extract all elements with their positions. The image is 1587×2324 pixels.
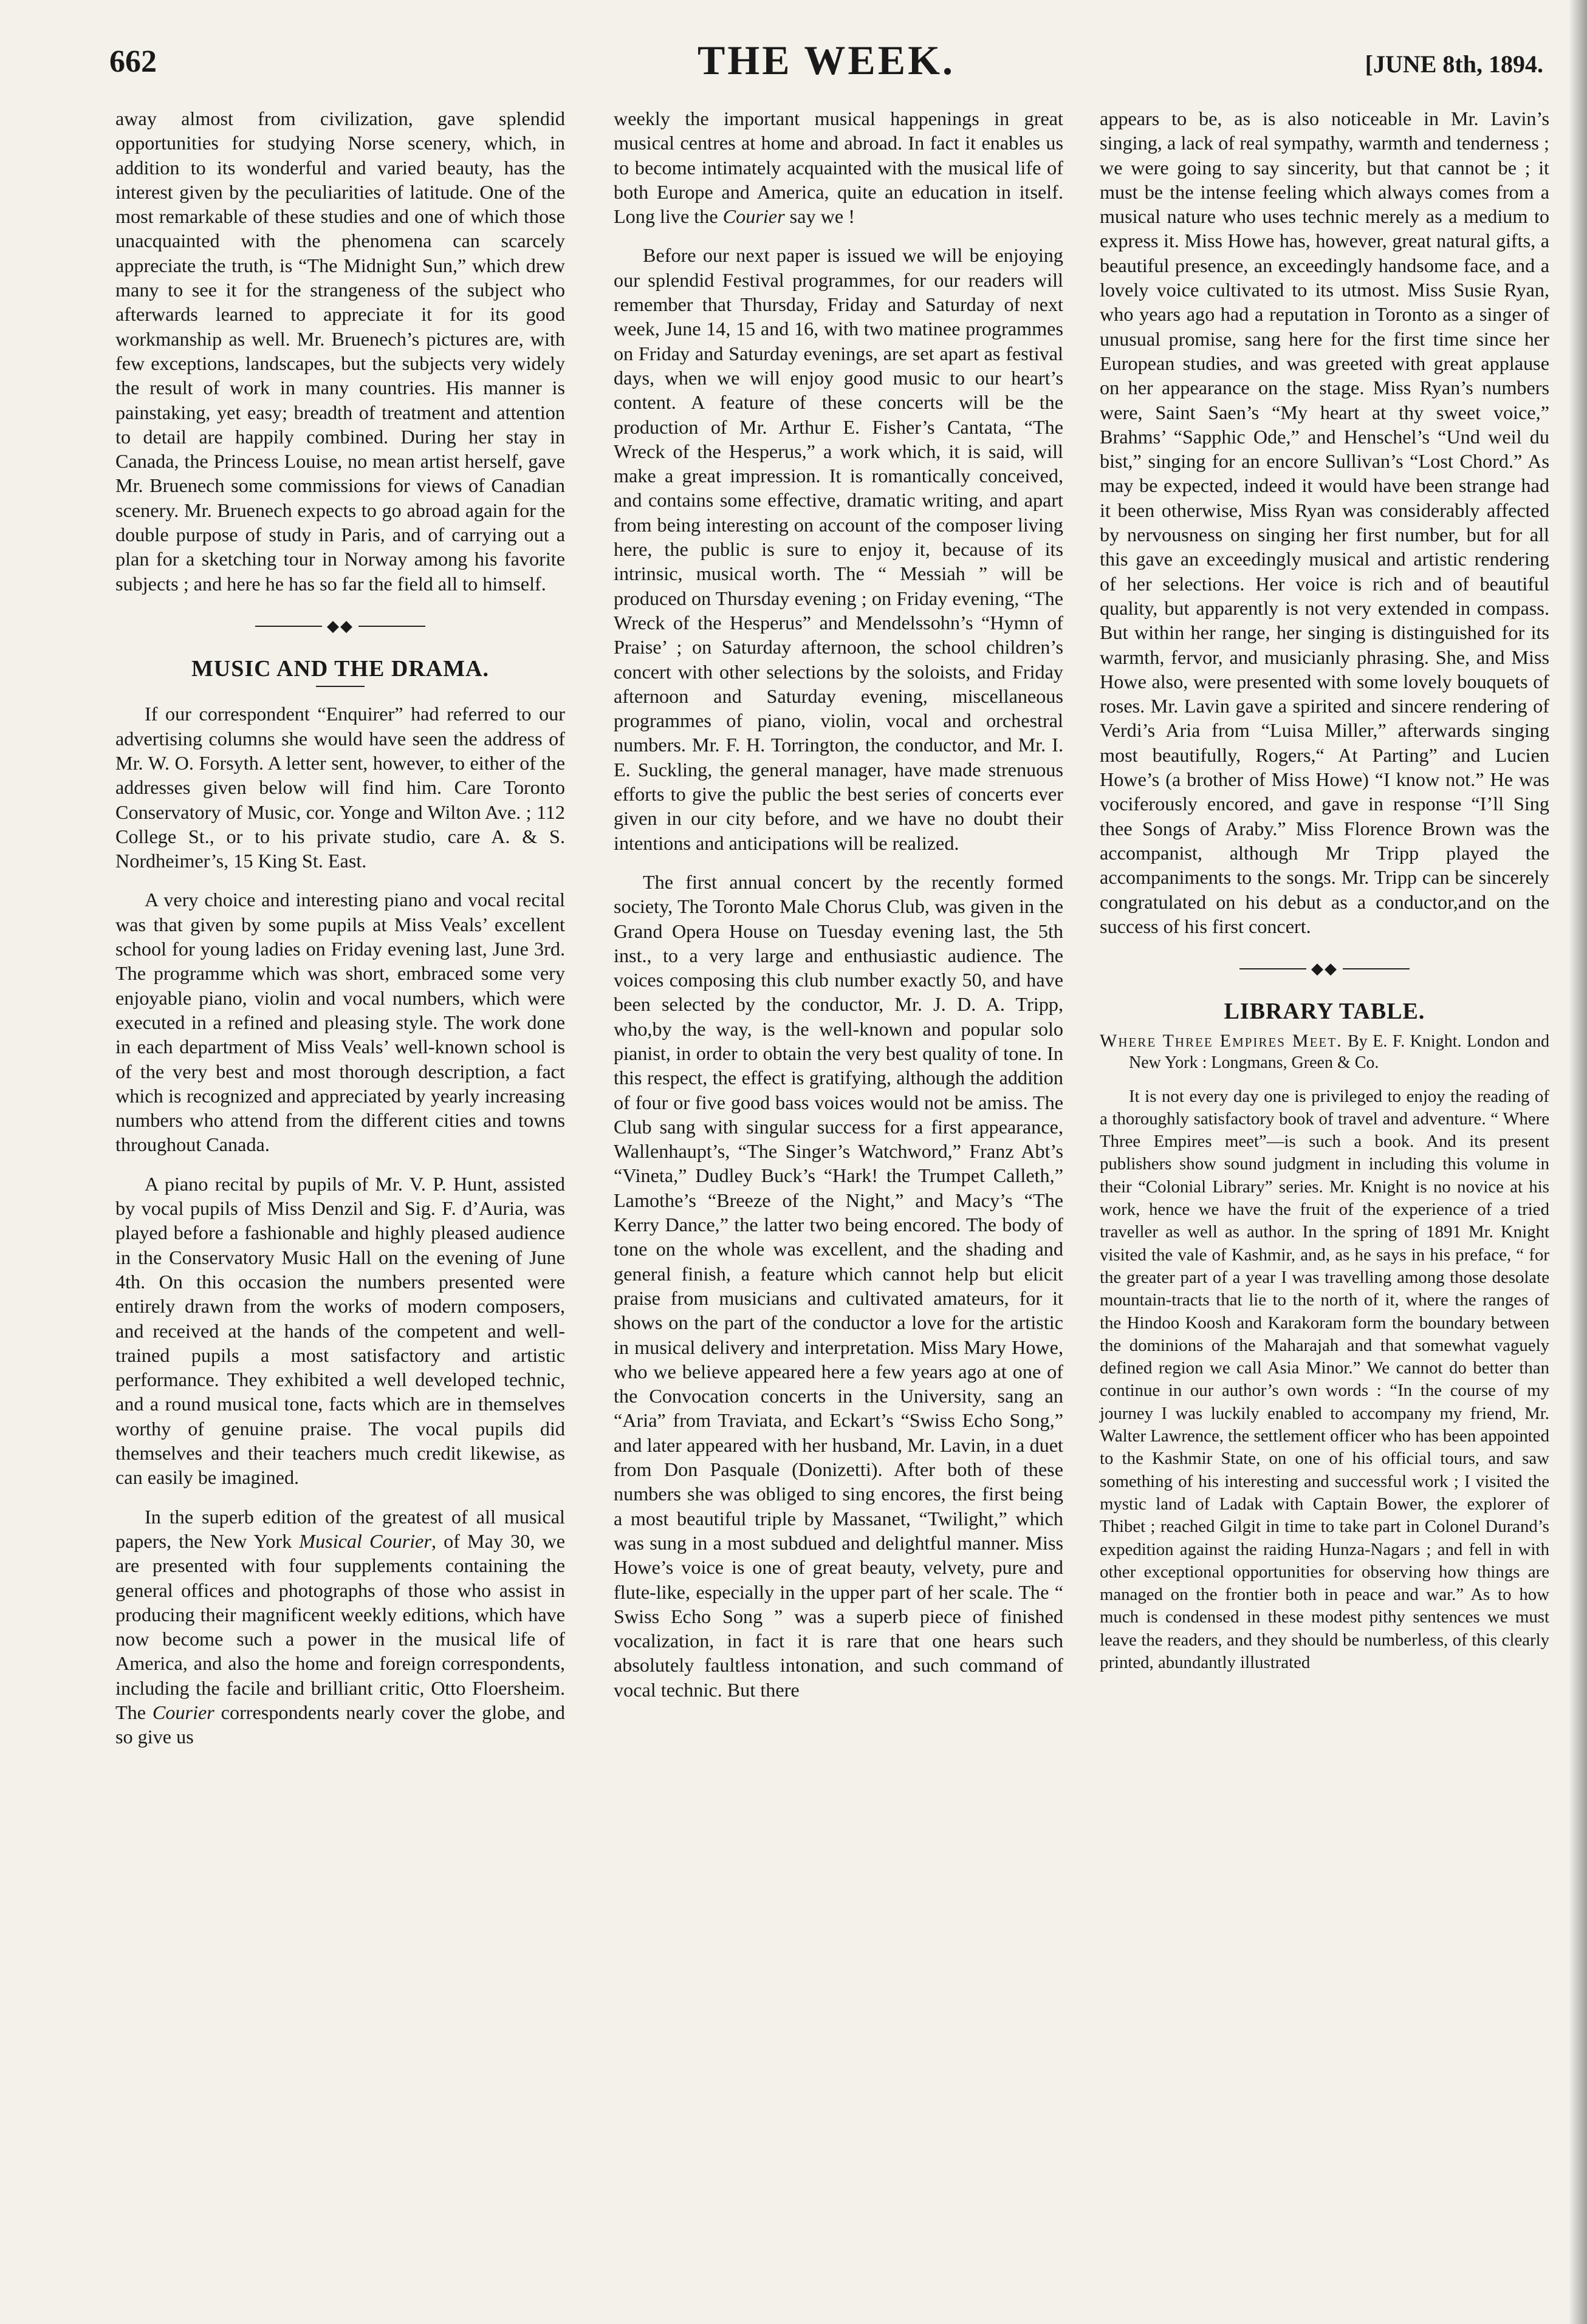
page-number: 662 [109, 44, 157, 79]
section-divider: ◆◆ [1100, 955, 1549, 981]
book-entry [1100, 1030, 1549, 1073]
paragraph-festival: Before our next paper is issued we will be enjoying our splendid Festival programmes, for our readers will remember that Thursday, Friday and Saturday of next week, June 14, 15 and 16, with two matinee programmes on Friday and Saturday evenings, are set apart as festival days, when we will enjoy good music to our heart’s content. A feature of these concerts will be the production of Mr. Arthur E. Fisher’s Cantata, “The Wreck of the Hesperus,” a work which, it is said, will make a great impression. It is romantically conceived, and contains some effective, dramatic writing, and apart from being interesting on account of the composer living here, the public is sure to enjoy it, because of its intrinsic, musical worth. The “ Messiah ” will be produced on Thursday evening ; on Friday evening, “The Wreck of the Hesperus” and Mendelssohn’s “Hymn of Praise’ ; on Saturday afternoon, the school children’s concert with other selections by the soloists, and Friday afternoon and Saturday evening, miscellaneous programmes of piano, violin, vocal and orchestral numbers. Mr. F. H. Torrington, the conductor, and Mr. I. E. Suckling, the general manager, have made strenuous efforts to give the public the best series of concerts ever given in our city before, and we have no doubt their intentions and anticipations will be realized. [614, 244, 1063, 854]
section-heading-music-drama: MUSIC AND THE DRAMA. [191, 656, 490, 682]
page-edge-shadow [1569, 0, 1587, 2324]
book-review [1100, 1085, 1549, 1675]
paragraph-male-chorus: The first annual concert by the recently formed society, The Toronto Male Chorus Club, was given in the Grand Opera House on Tuesday evening last, the 5th inst., to a very large and enthusiastic audience. The voices composing this club number exactly 50, and have been selected by the conductor, Mr. J. D. A. Tripp, who,by the way, is the well-known and popular solo pianist, in order to obtain the very best quality of tone. In this respect, the effect is gratifying, although the addition of four or five good bass voices would not be amiss. The Club sang with singular success for a first appearance, Wallenhaupt’s, “The Singer’s Watchword,” Franz Abt’s “Vineta,” Dudley Buck’s “Hark! the Trumpet Calleth,” Lamothe’s “Breeze of the Night,” and Macy’s “The Kerry Dance,” the latter two being encored. The body of tone on the whole was excellent, and the shading and general finish, a feature which cannot help but elicit praise from musicians and cultivated amateurs, for it shows on the part of the conductor a love for the artistic in musical delivery and interpretation. Miss Mary Howe, who we believe appeared here a few years ago at one of the Convocation concerts in the University, sang an “Aria” from Traviata, and Eckart’s “Swiss Echo Song,” and later appeared with her husband, Mr. Lavin, in a duet from Don Pasquale (Donizetti). After both of these numbers she was obliged to sing encores, the first being a most beautiful triple by Massanet, “Twilight,” which was sung in a most subdued and delightful manner. Miss Howe’s voice is one of great beauty, velvety, pure and flute-like, especially in the upper part of her scale. The “ Swiss Echo Song ” was a superb piece of finished vocalization, in fact it is rare that one hears such absolutely faultless intonation, and such command of vocal technic. But there [614, 870, 1063, 1701]
paragraph-musical-courier: In the superb edition of the greatest of all musical papers, the New York Musical Courier, of May 30, we are presented with four supplements containing the general offices and photographs of those who assist in producing their magnificent weekly editions, which have now become such a power in the musical life of America, and also the home and foreign correspondents, including the facile and brilliant critic, Otto Floersheim. The Courier correspondents nearly cover the globe, and so give us [115, 1505, 566, 1748]
page-header [109, 36, 1543, 91]
column-2 [614, 106, 1063, 1717]
book-publisher: By E. F. Knight. London and New York : Longmans, Green & Co. [1129, 1031, 1549, 1072]
paragraph-courier-continued: weekly the important musical happenings in great musical centres at home and abroad. In fact it enables us to become intimately acquainted with the musical life of both Europe and America, quite an education in itself. Long live the Courier say we ! [614, 108, 1063, 228]
column-3 [1100, 106, 1549, 1689]
paragraph-review: It is not every day one is privileged to enjoy the reading of a thoroughly satisfactory book of travel and adventure. “ Where Three Empires meet”—is such a book. And its present publishers show sound judgment in including this volume in their “Colonial Library” series. Mr. Knight is no novice at his work, hence we have the fruit of the experience of a tried traveller as well as author. In the spring of 1891 Mr. Knight visited the vale of Kashmir, and, as he says in his preface, “ for the greater part of a year I was travelling among those desolate mountain-tracts that lie to the north of it, where the ranges of the Hindoo Koosh and Karakoram form the boundary between the dominions of the Maharajah and that somewhat vaguely defined region we call Asia Minor.” We cannot do better than continue in our author’s own words : “In the course of my journey I was luckily enabled to accompany my friend, Mr. Walter Lawrence, the settlement officer who has been appointed to the Kashmir State, on one of his official tours, and saw something of his interesting and successful work ; I visited the mystic land of Ladak with Captain Bower, the explorer of Thibet ; reached Gilgit in time to take part in Colonel Durand’s expedition against the raiding Hunza-Nagars ; and fell in with other exceptional opportunities for observing how things are managed on the frontier both in peace and war.” As to how much is condensed in these modest pithy sentences we must leave the readers, and they should be numberless, of this clearly printed, abundantly illustrated [1100, 1086, 1549, 1672]
heading-rule [316, 686, 365, 687]
paragraph-veals-recital: A very choice and interesting piano and vocal recital was that given by some pupils at Miss Veals’ excellent school for young ladies on Friday evening last, June 3rd. The programme which was short, embraced some very enjoyable piano, violin and vocal numbers, which were executed in a refined and pleasing style. The work done in each department of Miss Veals’ well-known school is of the very best and most thorough description, a fact which is recognized and appreciated by yearly increasing numbers who attend from the different cities and towns throughout Canada. [115, 889, 565, 1156]
paragraph-bruenech-continued: away almost from civilization, gave splendid opportunities for studying Norse scenery, which, in addition to its wonderful and varied beauty, has the interest given by the peculiarities of latitude. One of the most remarkable of these studies and one of which those unacquainted with the phenomena can scarcely appreciate the truth, is “The Midnight Sun,” which drew many to see it for the strangeness of the subject who afterwards learned to appreciate it for its good workmanship as well. Mr. Bruenech’s pictures are, with few exceptions, landscapes, but the subjects very widely the result of work in many countries. His manner is painstaking, yet easy; breadth of treatment and attention to detail are happily combined. During her stay in Canada, the Princess Louise, no mean artist herself, gave Mr. Bruenech some commissions for views of Canadian scenery. Mr. Bruenech expects to go abroad again for the double purpose of study in Paris, and of carrying out a plan for a sketching tour in Norway among his favorite subjects ; and here he has so far the field all to himself. [115, 108, 565, 595]
journal-title: THE WEEK. [698, 37, 955, 83]
column-1 [115, 106, 565, 1764]
paragraph-concert-continued: appears to be, as is also noticeable in Mr. Lavin’s singing, a lack of real sympathy, warmth and tenderness ; we were going to say sincerity, but that cannot be ; it must be the intense feeling which always comes from a musical nature who uses technic merely as a medium to express it. Miss Howe has, however, great natural gifts, a beautiful presence, an exceedingly handsome face, and a lovely voice cultivated to its utmost. Miss Susie Ryan, who years ago had a reputation in Toronto as a singer of unusual promise, sang here for the first time since her European studies, and was greeted with great applause on her appearance on the stage. Miss Ryan’s numbers were, Saint Saen’s “My heart at thy sweet voice,” Brahms’ “Sapphic Ode,” and Henschel’s “Und weil du bist,” singing for an encore Sullivan’s “Lost Chord.” As may be expected, indeed it would have been strange had it been otherwise, Miss Ryan was considerably affected by nervousness on singing her first number, but for all this gave an exceedingly musical and artistic rendering of her selections. Her voice is rich and of beautiful quality, but apparently is not very extended in compass. But within her range, her singing is distinguished for its warmth, fervor, and musicianly phrasing. She, and Miss Howe also, were presented with some lovely bouquets of roses. Mr. Lavin gave a spirited and sincere rendering of Verdi’s Aria from “Luisa Miller,” afterwards singing most beautifully, Rogers,“ At Parting” and Lucien Howe’s (a brother of Miss Howe) “I know not.” He was vociferously encored, and gave in response “I’ll Sing thee Songs of Araby.” Miss Florence Brown was the accompanist, although Mr Tripp played the accompaniments to the songs. Mr. Tripp can be sincerely congratulated on his debut as a conductor,and on the success of his first concert. [1100, 108, 1549, 937]
issue-date: [JUNE 8th, 1894. [1365, 50, 1543, 78]
paragraph-hunt-recital: A piano recital by pupils of Mr. V. P. Hunt, assisted by vocal pupils of Miss Denzil and Sig. F. d’Auria, was played before a fashionable and highly pleased audience in the Conservatory Music Hall on the evening of June 4th. On this occasion the numbers presented were entirely drawn from the works of modern composers, and received at the hands of the competent and well-trained pupils a most satisfactory and artistic performance. They exhibited a well developed technic, and a round musical tone, facts which are in themselves worthy of genuine praise. The vocal pupils did themselves and their teachers much credit likewise, as can easily be imagined. [115, 1172, 565, 1489]
section-heading-library-table: LIBRARY TABLE. [1224, 999, 1425, 1025]
book-title: Where Three Empires Meet. [1100, 1030, 1343, 1051]
paragraph-enquirer: If our correspondent “Enquirer” had referred to our advertising columns she would have seen the address of Mr. W. O. Forsyth. A letter sent, however, to either of the addresses given below will find him. Care Toronto Conservatory of Music, cor. Yonge and Wilton Ave. ; 112 College St., or to his private studio, care A. & S. Nordheimer’s, 15 King St. East. [115, 703, 565, 872]
section-divider: ◆◆ [115, 613, 565, 638]
